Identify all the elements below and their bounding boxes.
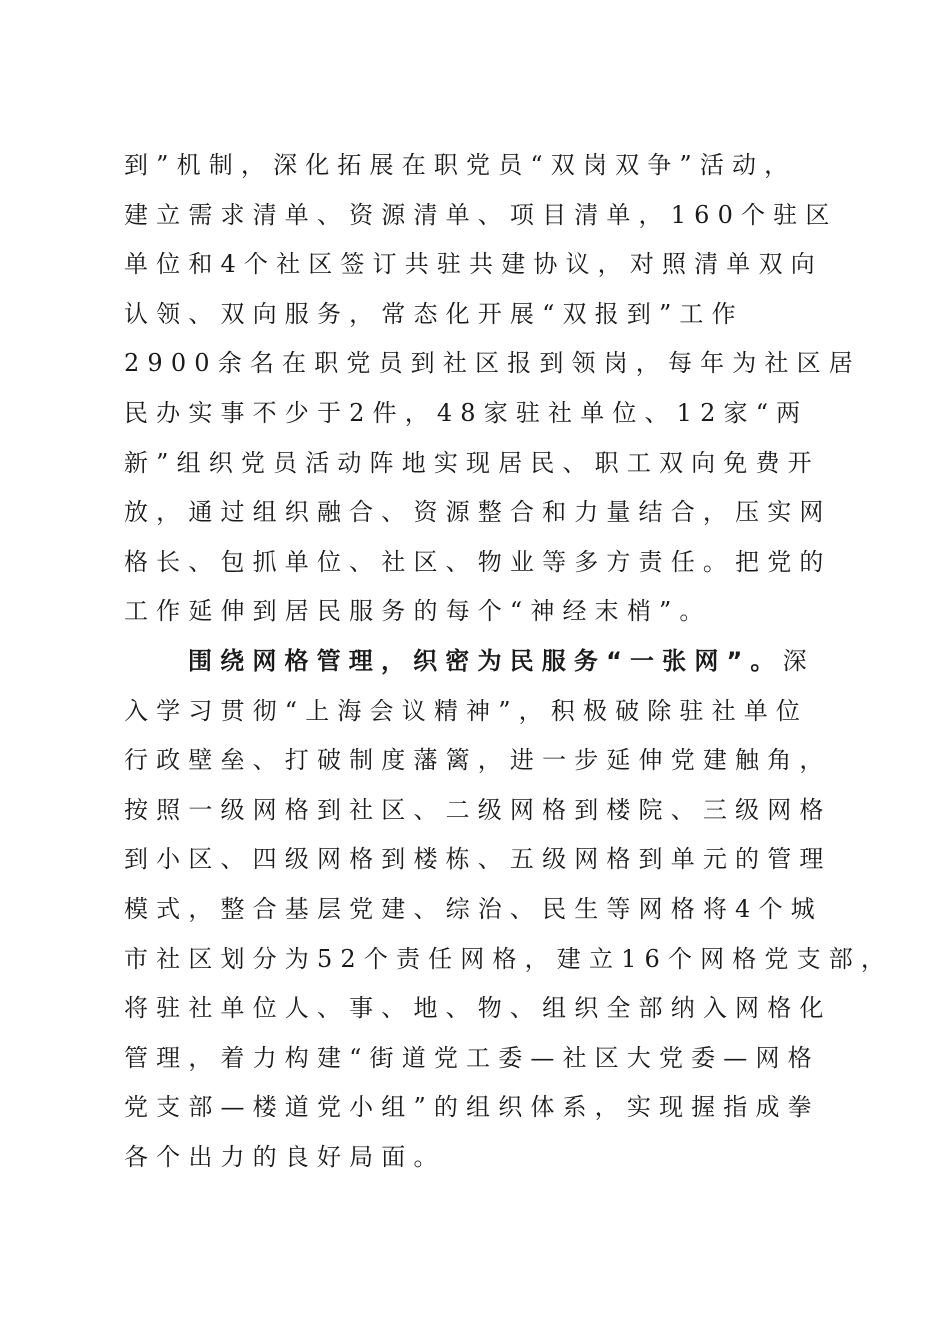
text-line: 民办实事不少于2件，48家驻社单位、12家“两 xyxy=(124,398,809,427)
text-line: 按照一级网格到社区、二级网格到楼院、三级网格 xyxy=(124,795,832,824)
text-line: 各个出力的良好局面。 xyxy=(124,1142,446,1171)
text-line: 管理，着力构建“街道党工委—社区大党委—网格 xyxy=(124,1043,820,1072)
text-line: 入学习贯彻“上海会议精神”，积极破除驻社单位 xyxy=(124,696,809,725)
paragraph-2 xyxy=(124,637,894,1183)
text-line-rest: 深 xyxy=(782,646,815,675)
text-line: 认领、双向服务，常态化开展“双报到”工作 xyxy=(124,299,744,328)
text-line: 市社区划分为52个责任网格，建立16个网格党支部， xyxy=(124,944,894,973)
text-line: 到小区、四级网格到楼栋、五级网格到单元的管理 xyxy=(124,845,832,874)
paragraph-2-first-line xyxy=(124,637,824,687)
text-line: 格长、包抓单位、社区、物业等多方责任。把党的 xyxy=(124,547,832,576)
text-line: 党支部—楼道党小组”的组织体系，实现握指成拳 xyxy=(124,1093,820,1122)
text-line: 新”组织党员活动阵地实现居民、职工双向免费开 xyxy=(124,448,820,477)
document-body xyxy=(124,141,894,1182)
paragraph-1 xyxy=(124,141,861,637)
text-line: 到”机制，深化拓展在职党员“双岗双争”活动， xyxy=(124,151,797,179)
text-line: 行政壁垒、打破制度藩篱，进一步延伸党建触角， xyxy=(124,746,832,775)
text-line: 放，通过组织融合、资源整合和力量结合，压实网 xyxy=(124,498,832,527)
text-line: 工作延伸到居民服务的每个“神经末梢”。 xyxy=(124,597,712,626)
text-line: 2900余名在职党员到社区报到领岗，每年为社区居 xyxy=(124,349,861,378)
text-line: 建立需求清单、资源清单、项目清单，160个驻区 xyxy=(124,200,838,229)
text-line: 单位和4个社区签订共驻共建协议，对照清单双向 xyxy=(124,250,823,279)
text-line: 将驻社单位人、事、地、物、组织全部纳入网格化 xyxy=(124,994,832,1023)
section-heading: 围绕网格管理，织密为民服务“一张网”。 xyxy=(188,646,783,675)
text-line: 模式，整合基层党建、综治、民生等网格将4个城 xyxy=(124,894,823,923)
